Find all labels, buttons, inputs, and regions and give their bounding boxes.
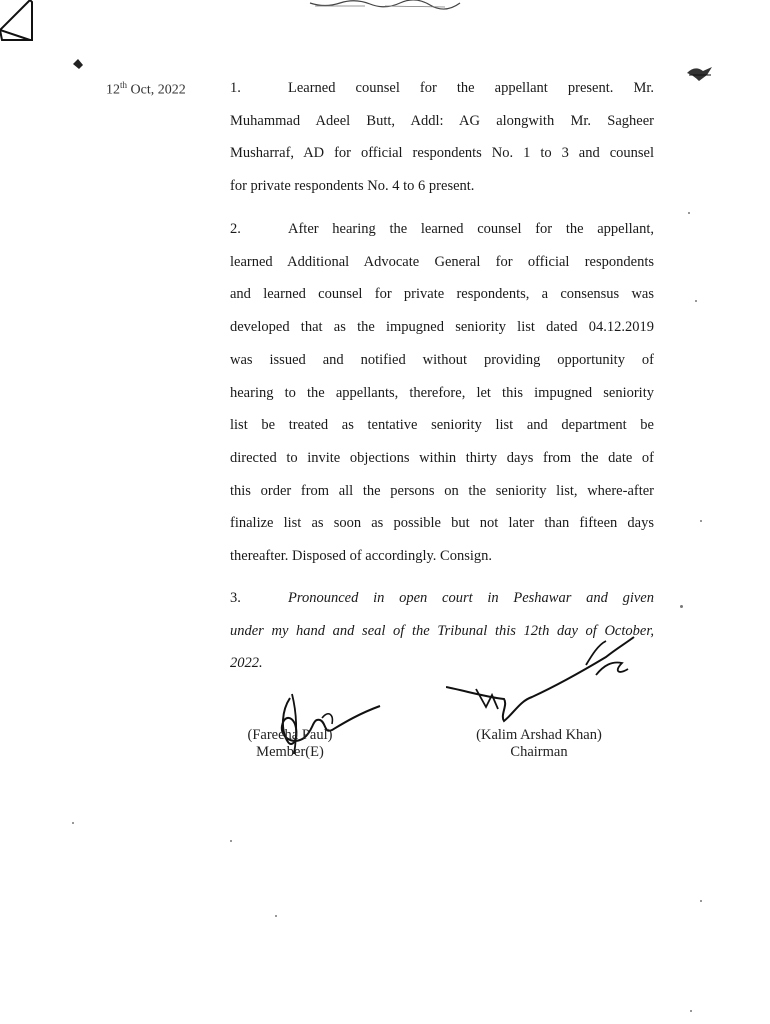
scan-speck	[690, 1010, 692, 1012]
scan-speck	[680, 605, 683, 608]
scan-speck	[230, 840, 232, 842]
paragraph-number: 2.	[230, 221, 241, 237]
paragraph-line: was issued and notified without providing opportunity of	[230, 351, 654, 368]
scan-speck	[688, 212, 690, 214]
scan-speck	[695, 300, 697, 302]
paragraph-line: 2022.	[230, 655, 263, 672]
corner-fold-mark	[0, 0, 34, 44]
paragraph-line: finalize list as soon as possible but not later than fifteen days	[230, 515, 654, 532]
date-rest: Oct, 2022	[130, 82, 186, 98]
signatory-designation: Chairman	[510, 744, 568, 760]
scan-speck	[72, 822, 74, 824]
signatory-designation: Member(E)	[256, 744, 324, 760]
chairman-signatory	[455, 727, 623, 761]
paragraph-line: hearing to the appellants, therefore, let this impugned seniority	[230, 384, 654, 401]
scan-speck	[700, 520, 702, 522]
date-day: 12	[106, 82, 120, 98]
paragraph-line: under my hand and seal of the Tribunal this 12th day of October,	[230, 622, 654, 639]
ink-blot-left	[71, 58, 85, 70]
paragraph-line: Muhammad Adeel Butt, Addl: AG alongwith Mr. Sagheer	[230, 112, 654, 129]
scan-speck	[700, 900, 702, 902]
paragraph-2	[230, 213, 654, 573]
signatory-name: (Fareeha Paul)	[247, 727, 333, 743]
paragraph-line: Musharraf, AD for official respondents No. 1 to 3 and counsel	[230, 145, 654, 162]
paragraph-number: 1.	[230, 80, 241, 96]
paragraph-line: directed to invite objections within thirty days from the date of	[230, 449, 654, 466]
paragraph-line: learned Additional Advocate General for official respondents	[230, 253, 654, 270]
paragraph-line: thereafter. Disposed of accordingly. Consign.	[230, 548, 493, 565]
chairman-signature	[446, 635, 656, 725]
paragraph-line: Pronounced in open court in Peshawar and given	[288, 590, 654, 606]
ink-blot-right	[685, 63, 715, 85]
paragraph-line: this order from all the persons on the seniority list, where-after	[230, 482, 654, 499]
paragraph-line: developed that as the impugned seniority list dated 04.12.2019	[230, 319, 654, 336]
order-date	[106, 80, 186, 99]
paragraph-line: for private respondents No. 4 to 6 present.	[230, 178, 475, 195]
signatory-name: (Kalim Arshad Khan)	[476, 727, 602, 743]
paragraph-line: and learned counsel for private respondents, a consensus was	[230, 286, 654, 303]
top-edge-scribble	[305, 0, 475, 10]
paragraph-1	[230, 72, 654, 203]
member-signatory	[220, 727, 360, 761]
paragraph-line: After hearing the learned counsel for the appellant,	[288, 221, 654, 237]
paragraph-line: list be treated as tentative seniority list and department be	[230, 417, 654, 434]
scan-speck	[275, 915, 277, 917]
paragraph-line: Learned counsel for the appellant present. Mr.	[288, 80, 654, 96]
paragraph-number: 3.	[230, 590, 241, 606]
date-suffix: th	[120, 80, 128, 90]
